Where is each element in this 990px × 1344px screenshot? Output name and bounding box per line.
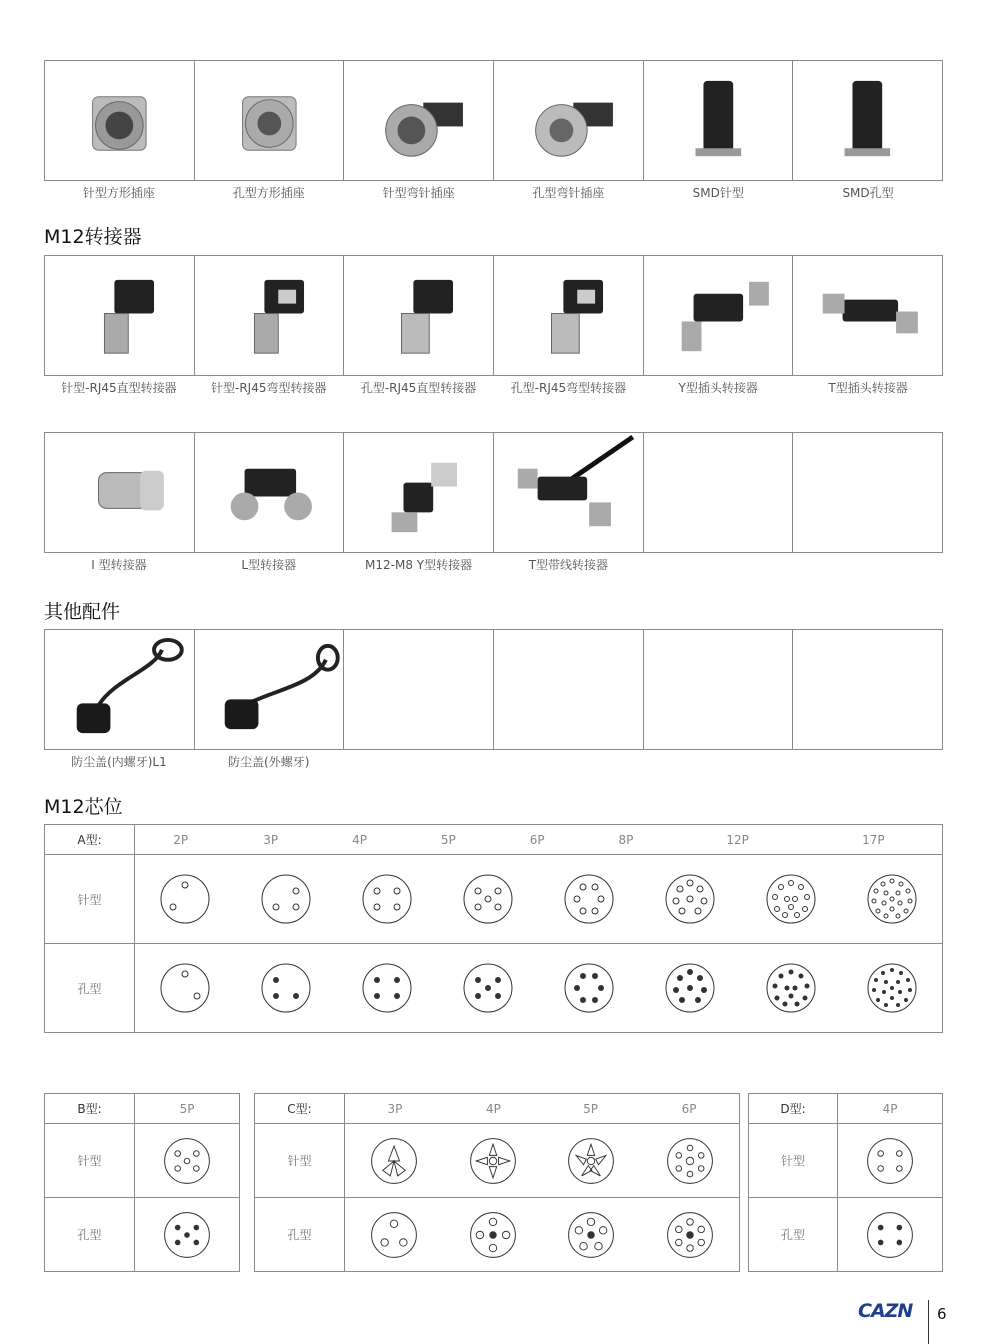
pin-diagram <box>660 958 720 1018</box>
caption: 针型弯针插座 <box>382 186 455 200</box>
pin-column-header: 3P <box>345 1094 445 1124</box>
pin-diagram <box>559 869 619 929</box>
pin-diagram <box>256 958 316 1018</box>
product-photo <box>45 61 195 180</box>
pin-column-header: 5P <box>542 1094 639 1124</box>
caption: 孔型-RJ45直型转接器 <box>360 381 477 395</box>
pin-row-label: 孔型 <box>255 1198 345 1272</box>
pin-diagram <box>458 869 518 929</box>
product-photo <box>494 256 644 375</box>
pin-diagram <box>563 1133 619 1189</box>
empty-cell <box>793 433 942 552</box>
pin-column-header: 5P <box>404 825 493 855</box>
pin-diagram <box>862 1207 918 1263</box>
pin-diagram <box>862 869 922 929</box>
caption: I 型转接器 <box>91 558 147 572</box>
product-photo <box>195 61 345 180</box>
caption: 防尘盖(内螺牙)L1 <box>71 755 167 769</box>
product-photo <box>45 433 195 552</box>
pin-row-label: 针型 <box>255 1124 345 1198</box>
pin-column-header: 6P <box>639 1094 739 1124</box>
pin-table-label: D型: <box>749 1094 838 1124</box>
caption: SMD孔型 <box>842 186 894 200</box>
product-photo <box>344 256 494 375</box>
pin-row-label: 针型 <box>749 1124 838 1198</box>
pin-column-header: 2P <box>135 825 227 855</box>
pin-diagram <box>357 869 417 929</box>
pin-diagram-cell <box>135 1124 240 1198</box>
pin-column-header: 5P <box>135 1094 240 1124</box>
empty-cell <box>644 630 794 749</box>
caption-row <box>44 379 943 396</box>
pin-diagram <box>662 1207 718 1263</box>
pin-diagram-cell <box>838 1198 943 1272</box>
caption: 孔型-RJ45弯型转接器 <box>510 381 627 395</box>
pin-table-label: B型: <box>45 1094 135 1124</box>
pin-table-label: C型: <box>255 1094 345 1124</box>
pin-diagram <box>465 1133 521 1189</box>
pin-diagram-cell <box>838 1124 943 1198</box>
pin-diagrams <box>135 855 943 944</box>
caption: 孔型方形插座 <box>232 186 305 200</box>
empty-cell <box>494 630 644 749</box>
pin-diagrams <box>135 944 943 1033</box>
section-title: 其他配件 <box>44 601 121 623</box>
product-photo <box>344 61 494 180</box>
pin-diagram <box>761 869 821 929</box>
pin-column-header: 3P <box>226 825 315 855</box>
pin-diagram <box>862 958 922 1018</box>
pin-column-header: 4P <box>315 825 404 855</box>
product-photo <box>344 433 494 552</box>
product-photo <box>195 433 345 552</box>
pin-diagram <box>366 1207 422 1263</box>
product-photo <box>644 256 794 375</box>
pin-column-header: 8P <box>582 825 671 855</box>
product-photo <box>793 256 942 375</box>
product-grid-sockets <box>44 60 943 181</box>
product-grid-adapters-2 <box>44 432 943 553</box>
pin-diagram <box>366 1133 422 1189</box>
pin-diagram <box>465 1207 521 1263</box>
pin-diagram <box>662 1133 718 1189</box>
product-photo <box>793 61 942 180</box>
product-grid-adapters <box>44 255 943 376</box>
pin-table-a <box>44 824 943 1033</box>
caption: Y型插头转接器 <box>678 381 758 395</box>
caption-row <box>44 556 943 573</box>
product-grid-accessories <box>44 629 943 750</box>
section-title: M12芯位 <box>44 796 123 818</box>
pin-column-header: 4P <box>445 1094 542 1124</box>
caption: 防尘盖(外螺牙) <box>228 755 310 769</box>
product-photo <box>45 256 195 375</box>
pin-diagram <box>458 958 518 1018</box>
pin-diagram <box>563 1207 619 1263</box>
empty-cell <box>793 630 942 749</box>
page-number: 6 <box>937 1305 947 1323</box>
caption-row <box>44 184 943 201</box>
pin-diagrams <box>345 1198 740 1272</box>
pin-column-header: 12P <box>670 825 804 855</box>
pin-diagram <box>155 958 215 1018</box>
pin-diagram <box>155 869 215 929</box>
caption: 针型-RJ45弯型转接器 <box>211 381 327 395</box>
caption: T型带线转接器 <box>528 558 609 572</box>
pin-diagrams <box>345 1124 740 1198</box>
caption: SMD针型 <box>692 186 744 200</box>
pin-diagram <box>660 869 720 929</box>
pin-column-header: 4P <box>838 1094 943 1124</box>
product-photo <box>45 630 195 749</box>
pin-row-label: 孔型 <box>749 1198 838 1272</box>
page-separator <box>928 1300 929 1344</box>
pin-column-header: 6P <box>493 825 582 855</box>
caption: T型插头转接器 <box>828 381 908 395</box>
pin-diagram <box>159 1207 215 1263</box>
pin-diagram <box>862 1133 918 1189</box>
pin-table-b <box>44 1093 240 1272</box>
product-photo <box>195 256 345 375</box>
pin-row-label: 孔型 <box>45 1198 135 1272</box>
pin-row-male <box>45 855 943 944</box>
pin-diagram <box>256 869 316 929</box>
pin-row-label: 针型 <box>45 1124 135 1198</box>
caption: 针型方形插座 <box>82 186 155 200</box>
caption: M12-M8 Y型转接器 <box>365 558 473 572</box>
brand-logo: CAZN <box>858 1300 913 1322</box>
pin-column-header: 17P <box>805 825 943 855</box>
product-photo <box>494 61 644 180</box>
empty-cell <box>644 433 794 552</box>
pin-table-label: A型: <box>45 825 135 855</box>
pin-diagram <box>357 958 417 1018</box>
pin-diagram <box>761 958 821 1018</box>
product-photo <box>644 61 794 180</box>
section-title: M12转接器 <box>44 226 142 248</box>
product-photo <box>494 433 644 552</box>
pin-row-label: 孔型 <box>45 944 135 1033</box>
pin-table-c <box>254 1093 740 1272</box>
empty-cell <box>344 630 494 749</box>
caption: 孔型弯针插座 <box>532 186 605 200</box>
pin-diagram-cell <box>135 1198 240 1272</box>
pin-table-d <box>748 1093 943 1272</box>
caption: L型转接器 <box>241 558 297 572</box>
pin-diagram <box>559 958 619 1018</box>
pin-diagram <box>159 1133 215 1189</box>
product-photo <box>195 630 345 749</box>
pin-row-female <box>45 944 943 1033</box>
caption-row <box>44 753 943 770</box>
pin-row-label: 针型 <box>45 855 135 944</box>
caption: 针型-RJ45直型转接器 <box>61 381 177 395</box>
